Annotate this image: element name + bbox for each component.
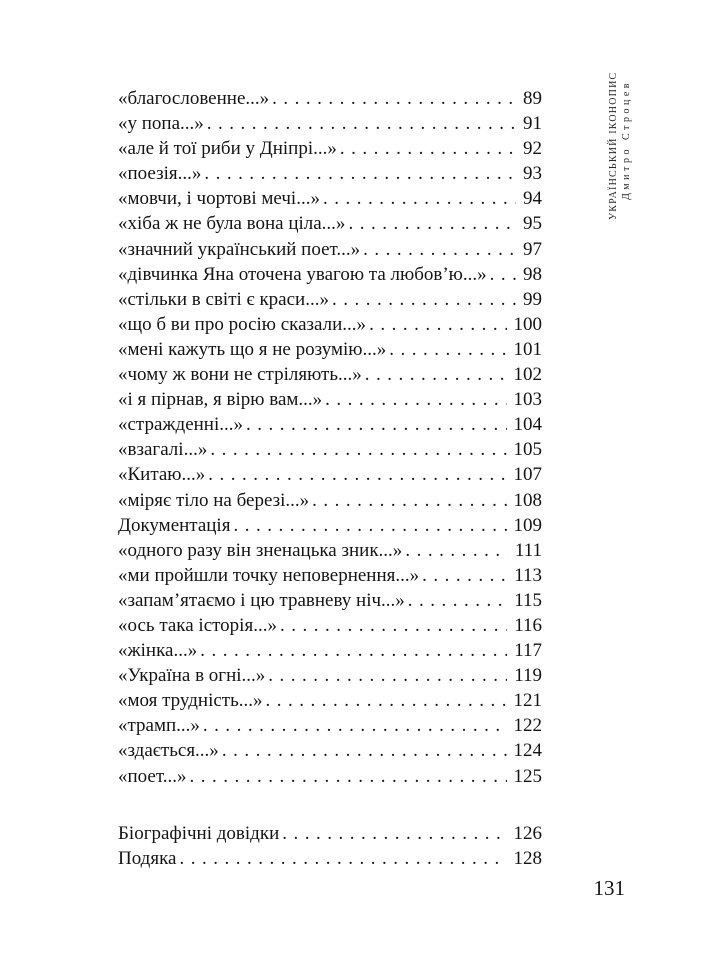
toc-entry-title: «ось така історія...» — [118, 614, 277, 636]
toc-entry-page: 113 — [514, 564, 542, 586]
dot-leader — [329, 287, 516, 312]
toc-entry — [118, 513, 542, 538]
toc-entry-page: 104 — [513, 414, 542, 436]
toc-entry-page: 116 — [514, 614, 542, 636]
toc-entry-title: Документація — [118, 514, 231, 536]
toc-entry-page: 109 — [513, 514, 542, 536]
toc-entry-page: 125 — [513, 765, 542, 787]
dot-leader — [366, 312, 506, 337]
toc-entry-page: 119 — [514, 665, 542, 687]
toc-entry-page: 107 — [513, 464, 542, 486]
toc-entry-title: «що б ви про росію сказали...» — [118, 313, 367, 335]
dot-leader — [279, 821, 506, 846]
toc-entry-page: 124 — [513, 740, 542, 762]
toc-entry-title: «але й тої риби у Дніпрі...» — [118, 138, 337, 160]
toc-entry-title: «ми пройшли точку неповернення...» — [118, 564, 420, 586]
toc-entry-title: «благословенне...» — [118, 88, 270, 109]
toc-entry-page: 98 — [523, 263, 542, 285]
toc-entry-title: Біографічні довідки — [118, 822, 280, 844]
toc-entry-page: 99 — [523, 288, 542, 310]
toc-entry-title: «хіба ж не була вона ціла...» — [118, 213, 346, 235]
toc-list — [118, 86, 542, 789]
toc-entry-page: 122 — [513, 715, 542, 737]
dot-leader — [320, 186, 516, 211]
toc-entry — [118, 588, 542, 613]
dot-leader — [219, 738, 507, 763]
dot-leader — [204, 111, 516, 136]
toc-entry — [118, 437, 542, 462]
toc-entry-title: «стільки в світі є краси...» — [118, 288, 329, 310]
toc-entry-page: 126 — [513, 822, 542, 844]
toc-entry-page: 89 — [523, 88, 542, 109]
toc-entry — [118, 638, 542, 663]
toc-entry-page: 93 — [523, 163, 542, 185]
toc-entry-page: 97 — [523, 238, 542, 260]
dot-leader — [337, 136, 516, 161]
toc-entry-title: «мені кажуть що я не розумію...» — [118, 338, 387, 360]
dot-leader — [487, 262, 516, 287]
toc-entry — [118, 738, 542, 763]
toc-entry-page: 121 — [513, 690, 542, 712]
running-sidebar — [607, 71, 633, 220]
toc-entry-title: «міряє тіло на березі...» — [118, 489, 310, 511]
dot-leader — [386, 337, 506, 362]
dot-leader — [263, 688, 507, 713]
toc-entry — [118, 86, 542, 111]
toc-entry — [118, 688, 542, 713]
toc-entry — [118, 821, 542, 846]
toc-entry — [118, 337, 542, 362]
toc-entry — [118, 211, 542, 236]
dot-leader — [277, 613, 507, 638]
toc-entry-title: «мовчи, і чортові мечі...» — [118, 188, 320, 210]
dot-leader — [243, 412, 507, 437]
toc-entry-title: «і я пірнав, я вірю вам...» — [118, 389, 323, 411]
toc-entry — [118, 136, 542, 161]
toc-entry-page: 95 — [523, 213, 542, 235]
dot-leader — [360, 237, 516, 262]
dot-leader — [265, 663, 507, 688]
toc-entry — [118, 846, 542, 871]
toc-entry-title: «дівчинка Яна оточена увагою та любов’ю...» — [118, 263, 487, 285]
dot-leader — [207, 437, 506, 462]
toc-entry-page: 115 — [514, 589, 542, 611]
toc-backmatter-list — [118, 821, 542, 871]
toc-entry — [118, 462, 542, 487]
toc-entry — [118, 764, 542, 789]
toc-entry-title: «Китаю...» — [118, 464, 206, 486]
toc-entry-title: «значний український поет...» — [118, 238, 361, 260]
toc-entry-page: 100 — [513, 313, 542, 335]
toc-entry-page: 101 — [513, 338, 542, 360]
author-name-vertical: Дмитро Строцев — [621, 80, 632, 201]
dot-leader — [322, 387, 506, 412]
toc-entry-title: Подяка — [118, 847, 177, 869]
toc-entry — [118, 362, 542, 387]
dot-leader — [405, 588, 507, 613]
dot-leader — [309, 488, 506, 513]
toc-entry-title: «поезія...» — [118, 163, 202, 185]
dot-leader — [197, 638, 507, 663]
toc-entry-title: «жінка...» — [118, 640, 198, 662]
toc-entry — [118, 262, 542, 287]
toc-entry-title: «запам’ятаємо і цю травневу ніч...» — [118, 589, 405, 611]
toc-entry-title: «Україна в огні...» — [118, 665, 266, 687]
toc-entry-title: «здається...» — [118, 740, 219, 762]
toc-entry — [118, 713, 542, 738]
toc-entry — [118, 111, 542, 136]
dot-leader — [176, 846, 506, 871]
dot-leader — [362, 362, 507, 387]
toc-entry-title: «поет...» — [118, 765, 187, 787]
toc-entry — [118, 312, 542, 337]
toc-entry — [118, 538, 542, 563]
toc-entry-page: 117 — [514, 640, 542, 662]
toc-entry-title: «одного разу він зненацька зник...» — [118, 539, 403, 561]
toc-entry — [118, 412, 542, 437]
toc-entry — [118, 563, 542, 588]
book-title-vertical: УКРАЇНСЬКИЙ ІКОНОПИС — [608, 71, 619, 220]
dot-leader — [419, 563, 507, 588]
toc-entry-page: 91 — [523, 113, 542, 135]
toc-entry — [118, 287, 542, 312]
toc-entry-title: «трамп...» — [118, 715, 200, 737]
toc-entry — [118, 613, 542, 638]
dot-leader — [269, 86, 516, 111]
dot-leader — [186, 764, 506, 789]
toc-entry — [118, 663, 542, 688]
toc-entry-title: «моя трудність...» — [118, 690, 263, 712]
toc-entry-title: «стражденні...» — [118, 414, 243, 436]
toc-entry-title: «у попа...» — [118, 113, 204, 135]
toc-entry-page: 105 — [513, 439, 542, 461]
toc-entry — [118, 186, 542, 211]
toc-entry-page: 92 — [523, 138, 542, 160]
toc-entry-title: «взагалі...» — [118, 439, 208, 461]
page-number: 131 — [593, 876, 625, 900]
toc-entry — [118, 488, 542, 513]
toc-entry — [118, 387, 542, 412]
toc-entry-title: «чому ж вони не стріляють...» — [118, 364, 362, 386]
toc-entry-page: 102 — [513, 364, 542, 386]
dot-leader — [205, 462, 506, 487]
dot-leader — [345, 211, 516, 236]
toc-entry-page: 128 — [513, 847, 542, 869]
toc-entry-page: 108 — [513, 489, 542, 511]
dot-leader — [230, 513, 506, 538]
dot-leader — [402, 538, 508, 563]
toc-entry-page: 103 — [513, 389, 542, 411]
toc-entry-page: 94 — [523, 188, 542, 210]
toc-entry-page: 111 — [514, 539, 542, 561]
dot-leader — [200, 713, 507, 738]
dot-leader — [201, 161, 516, 186]
toc-entry — [118, 237, 542, 262]
toc-entry — [118, 161, 542, 186]
